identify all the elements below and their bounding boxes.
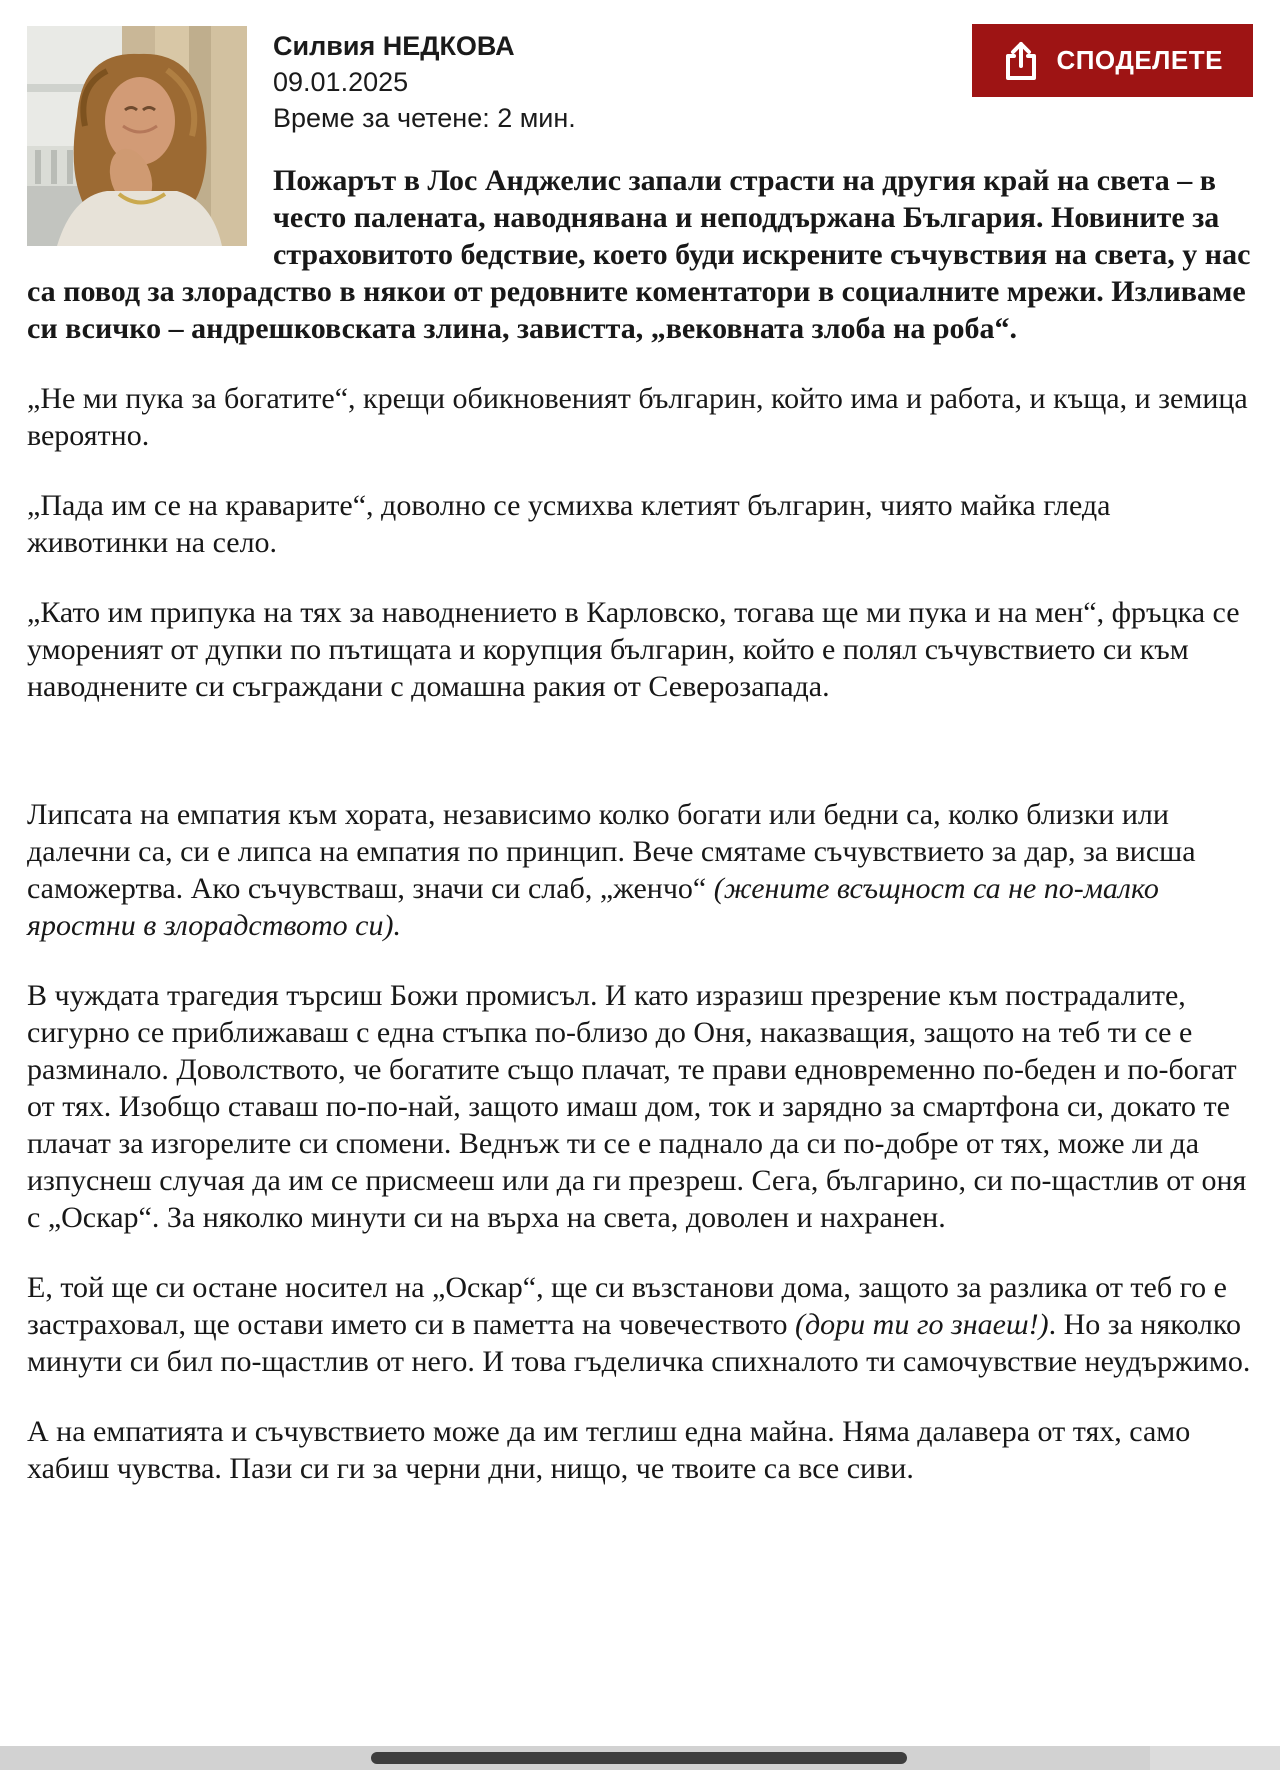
paragraph-italic-text: (жените всъщност са не по-малко яростни в злорадството си).	[27, 872, 1159, 942]
paragraph: „Не ми пука за богатите“, крещи обикновеният българин, който има и работа, и къща, и земица вероятно.	[27, 382, 1248, 452]
share-button-label: СПОДЕЛЕТЕ	[1056, 45, 1223, 75]
paragraph: „Като им припука на тях за наводнението в Карловско, тогава ще ми пука и на мен“, фръцка се умореният от дупки по пътищата и корупция българин, който е полял съчувствието си към наводнените си съграждани с домашна ракия от Северозапада.	[27, 596, 1240, 703]
scrollbar-corner	[1150, 1746, 1280, 1770]
lead-paragraph: Пожарът в Лос Анджелис запали страсти на другия край на света – в често палената, наводнявана и неподдържана България. Новините за страховитото бедствие, което буди искрените съчувствия на света, у нас са повод за злорадство в някои от редовните коментатори в социалните мрежи. Изливаме си всичко – андрешковската злина, завистта, „вековната злоба на роба“.	[27, 164, 1251, 345]
paragraph: В чуждата трагедия търсиш Божи промисъл. И като изразиш презрение към пострадалите, сигурно се приближаваш с една стъпка по-близо до Оня, наказващия, защото на теб ти се е разминало. Доволството, че богатите също плачат, те прави едновременно по-беден и по-богат от тях. Изобщо ставаш по-по-най, защото имаш дом, ток и зарядно за смартфона си, докато те плачат за изгорелите си спомени. Веднъж ти се е паднало да си по-добре от тях, може ли да изпуснеш случая да им се присмееш или да ги презреш. Сега, българино, си по-щастлив от оня с „Оскар“. За няколко минути си на върха на света, доволен и нахранен.	[27, 979, 1247, 1234]
scrollbar-thumb[interactable]	[371, 1752, 907, 1764]
paragraph-italic-text: (дори ти го знаеш!)	[795, 1308, 1049, 1341]
publish-date: 09.01.2025	[273, 67, 409, 97]
horizontal-scrollbar[interactable]	[0, 1746, 1280, 1770]
author-photo	[27, 26, 247, 246]
ad-placeholder	[27, 738, 1253, 796]
paragraph	[27, 796, 1253, 944]
paragraph: „Пада им се на краварите“, доволно се усмихва клетият българин, чиято майка гледа животинки на село.	[27, 489, 1111, 559]
author-name: Силвия НЕДКОВА	[273, 31, 515, 61]
paragraph	[27, 1269, 1253, 1380]
paragraph: А на емпатията и съчувствието може да им теглиш една майна. Няма далавера от тях, само хабиш чувства. Пази си ги за черни дни, нищо, че твоите са все сиви.	[27, 1415, 1191, 1485]
read-time: Време за четене: 2 мин.	[273, 103, 576, 133]
paragraph-text: Липсата на емпатия към хората, независимо колко богати или бедни са, колко близки или далечни са, си е липса на емпатия по принцип. Вече смятаме съчувствието за дар, за висша саможертва. Ако съчувстваш, значи си слаб, „женчо“	[27, 798, 1196, 905]
paragraph-text: . Но за няколко минути си бил по-щастлив от него. И това гъделичка спихналото ти самочувствие неудържимо.	[27, 1308, 1251, 1378]
share-button[interactable]	[972, 24, 1253, 97]
paragraph-text: Е, той ще си остане носител на „Оскар“, ще си възстанови дома, защото за разлика от теб го е застраховал, ще остави името си в паметта на човечеството	[27, 1271, 1227, 1341]
share-upload-icon	[1002, 40, 1040, 82]
